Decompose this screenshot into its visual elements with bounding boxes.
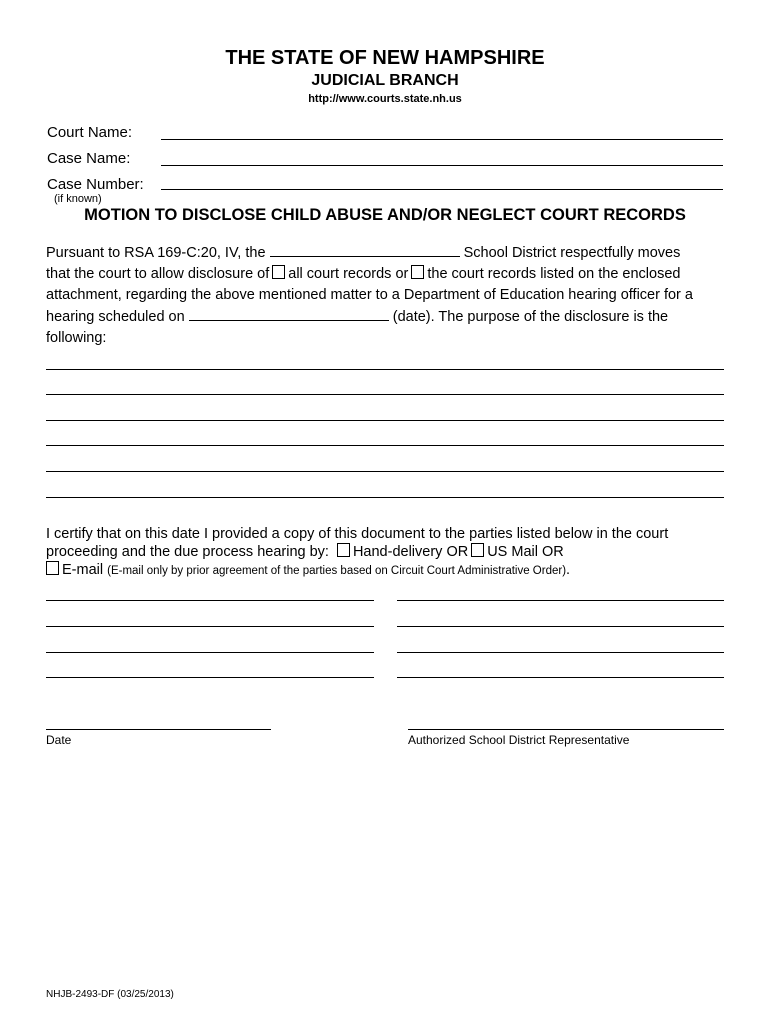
- case-number-field[interactable]: [161, 189, 723, 190]
- p1-text-b: School District respectfully moves: [463, 245, 681, 261]
- party-line[interactable]: [46, 626, 374, 627]
- p2-or: or: [395, 266, 409, 282]
- all-records-label: all court records: [288, 266, 392, 282]
- purpose-line[interactable]: [46, 471, 724, 472]
- motion-paragraph: [46, 242, 736, 349]
- party-line[interactable]: [397, 677, 724, 678]
- form-number: NHJB-2493-DF (03/25/2013): [46, 989, 174, 1000]
- case-name-field[interactable]: [161, 165, 723, 166]
- email-period: .: [566, 562, 571, 578]
- p3-text: attachment, regarding the above mentioned matter to a Department of Education hearing officer for a: [46, 287, 693, 303]
- party-line[interactable]: [46, 600, 374, 601]
- party-line[interactable]: [397, 652, 724, 653]
- case-name-label: Case Name:: [47, 150, 131, 167]
- party-line[interactable]: [46, 677, 374, 678]
- purpose-line[interactable]: [46, 369, 724, 370]
- certify-line2: proceeding and the due process hearing by:: [46, 544, 329, 560]
- party-line[interactable]: [397, 626, 724, 627]
- p1-text-a: Pursuant to RSA 169-C:20, IV, the: [46, 245, 266, 261]
- purpose-line[interactable]: [46, 445, 724, 446]
- email-note: (E-mail only by prior agreement of the parties based on Circuit Court Administrative Order): [107, 565, 567, 577]
- hearing-date-field[interactable]: [189, 306, 389, 321]
- us-mail-label: US Mail OR: [487, 544, 564, 560]
- school-district-field[interactable]: [270, 242, 460, 257]
- party-line[interactable]: [397, 600, 724, 601]
- us-mail-checkbox[interactable]: [471, 543, 484, 557]
- email-checkbox[interactable]: [46, 561, 59, 575]
- representative-label: Authorized School District Representative: [408, 733, 630, 747]
- if-known-note: (if known): [54, 193, 102, 205]
- purpose-line[interactable]: [46, 394, 724, 395]
- p4-text-a: hearing scheduled on: [46, 309, 185, 325]
- p5-text: following:: [46, 330, 107, 346]
- listed-records-checkbox[interactable]: [411, 265, 424, 279]
- court-name-field[interactable]: [161, 139, 723, 140]
- hand-delivery-checkbox[interactable]: [337, 543, 350, 557]
- p4-text-b: (date). The purpose of the disclosure is the: [392, 309, 669, 325]
- certify-line1: I certify that on this date I provided a copy of this document to the parties listed below in the court: [46, 526, 669, 542]
- motion-title: MOTION TO DISCLOSE CHILD ABUSE AND/OR NEGLECT COURT RECORDS: [84, 206, 686, 224]
- court-url: http://www.courts.state.nh.us: [308, 93, 462, 105]
- date-signature-field[interactable]: [46, 729, 271, 730]
- date-label: Date: [46, 733, 72, 747]
- p2-text-a: that the court to allow disclosure of: [46, 266, 270, 282]
- purpose-line[interactable]: [46, 497, 724, 498]
- purpose-line[interactable]: [46, 420, 724, 421]
- form-branch-title: JUDICIAL BRANCH: [311, 72, 459, 89]
- certification-block: [46, 525, 746, 580]
- hand-delivery-label: Hand-delivery OR: [352, 544, 469, 560]
- court-name-label: Court Name:: [47, 124, 133, 141]
- form-state-title: THE STATE OF NEW HAMPSHIRE: [225, 47, 545, 69]
- listed-records-label: the court records listed on the enclosed: [427, 266, 681, 282]
- all-records-checkbox[interactable]: [272, 265, 285, 279]
- email-label: E-mail: [62, 562, 104, 578]
- case-number-label: Case Number:: [47, 176, 144, 193]
- representative-signature-field[interactable]: [408, 729, 724, 730]
- party-line[interactable]: [46, 652, 374, 653]
